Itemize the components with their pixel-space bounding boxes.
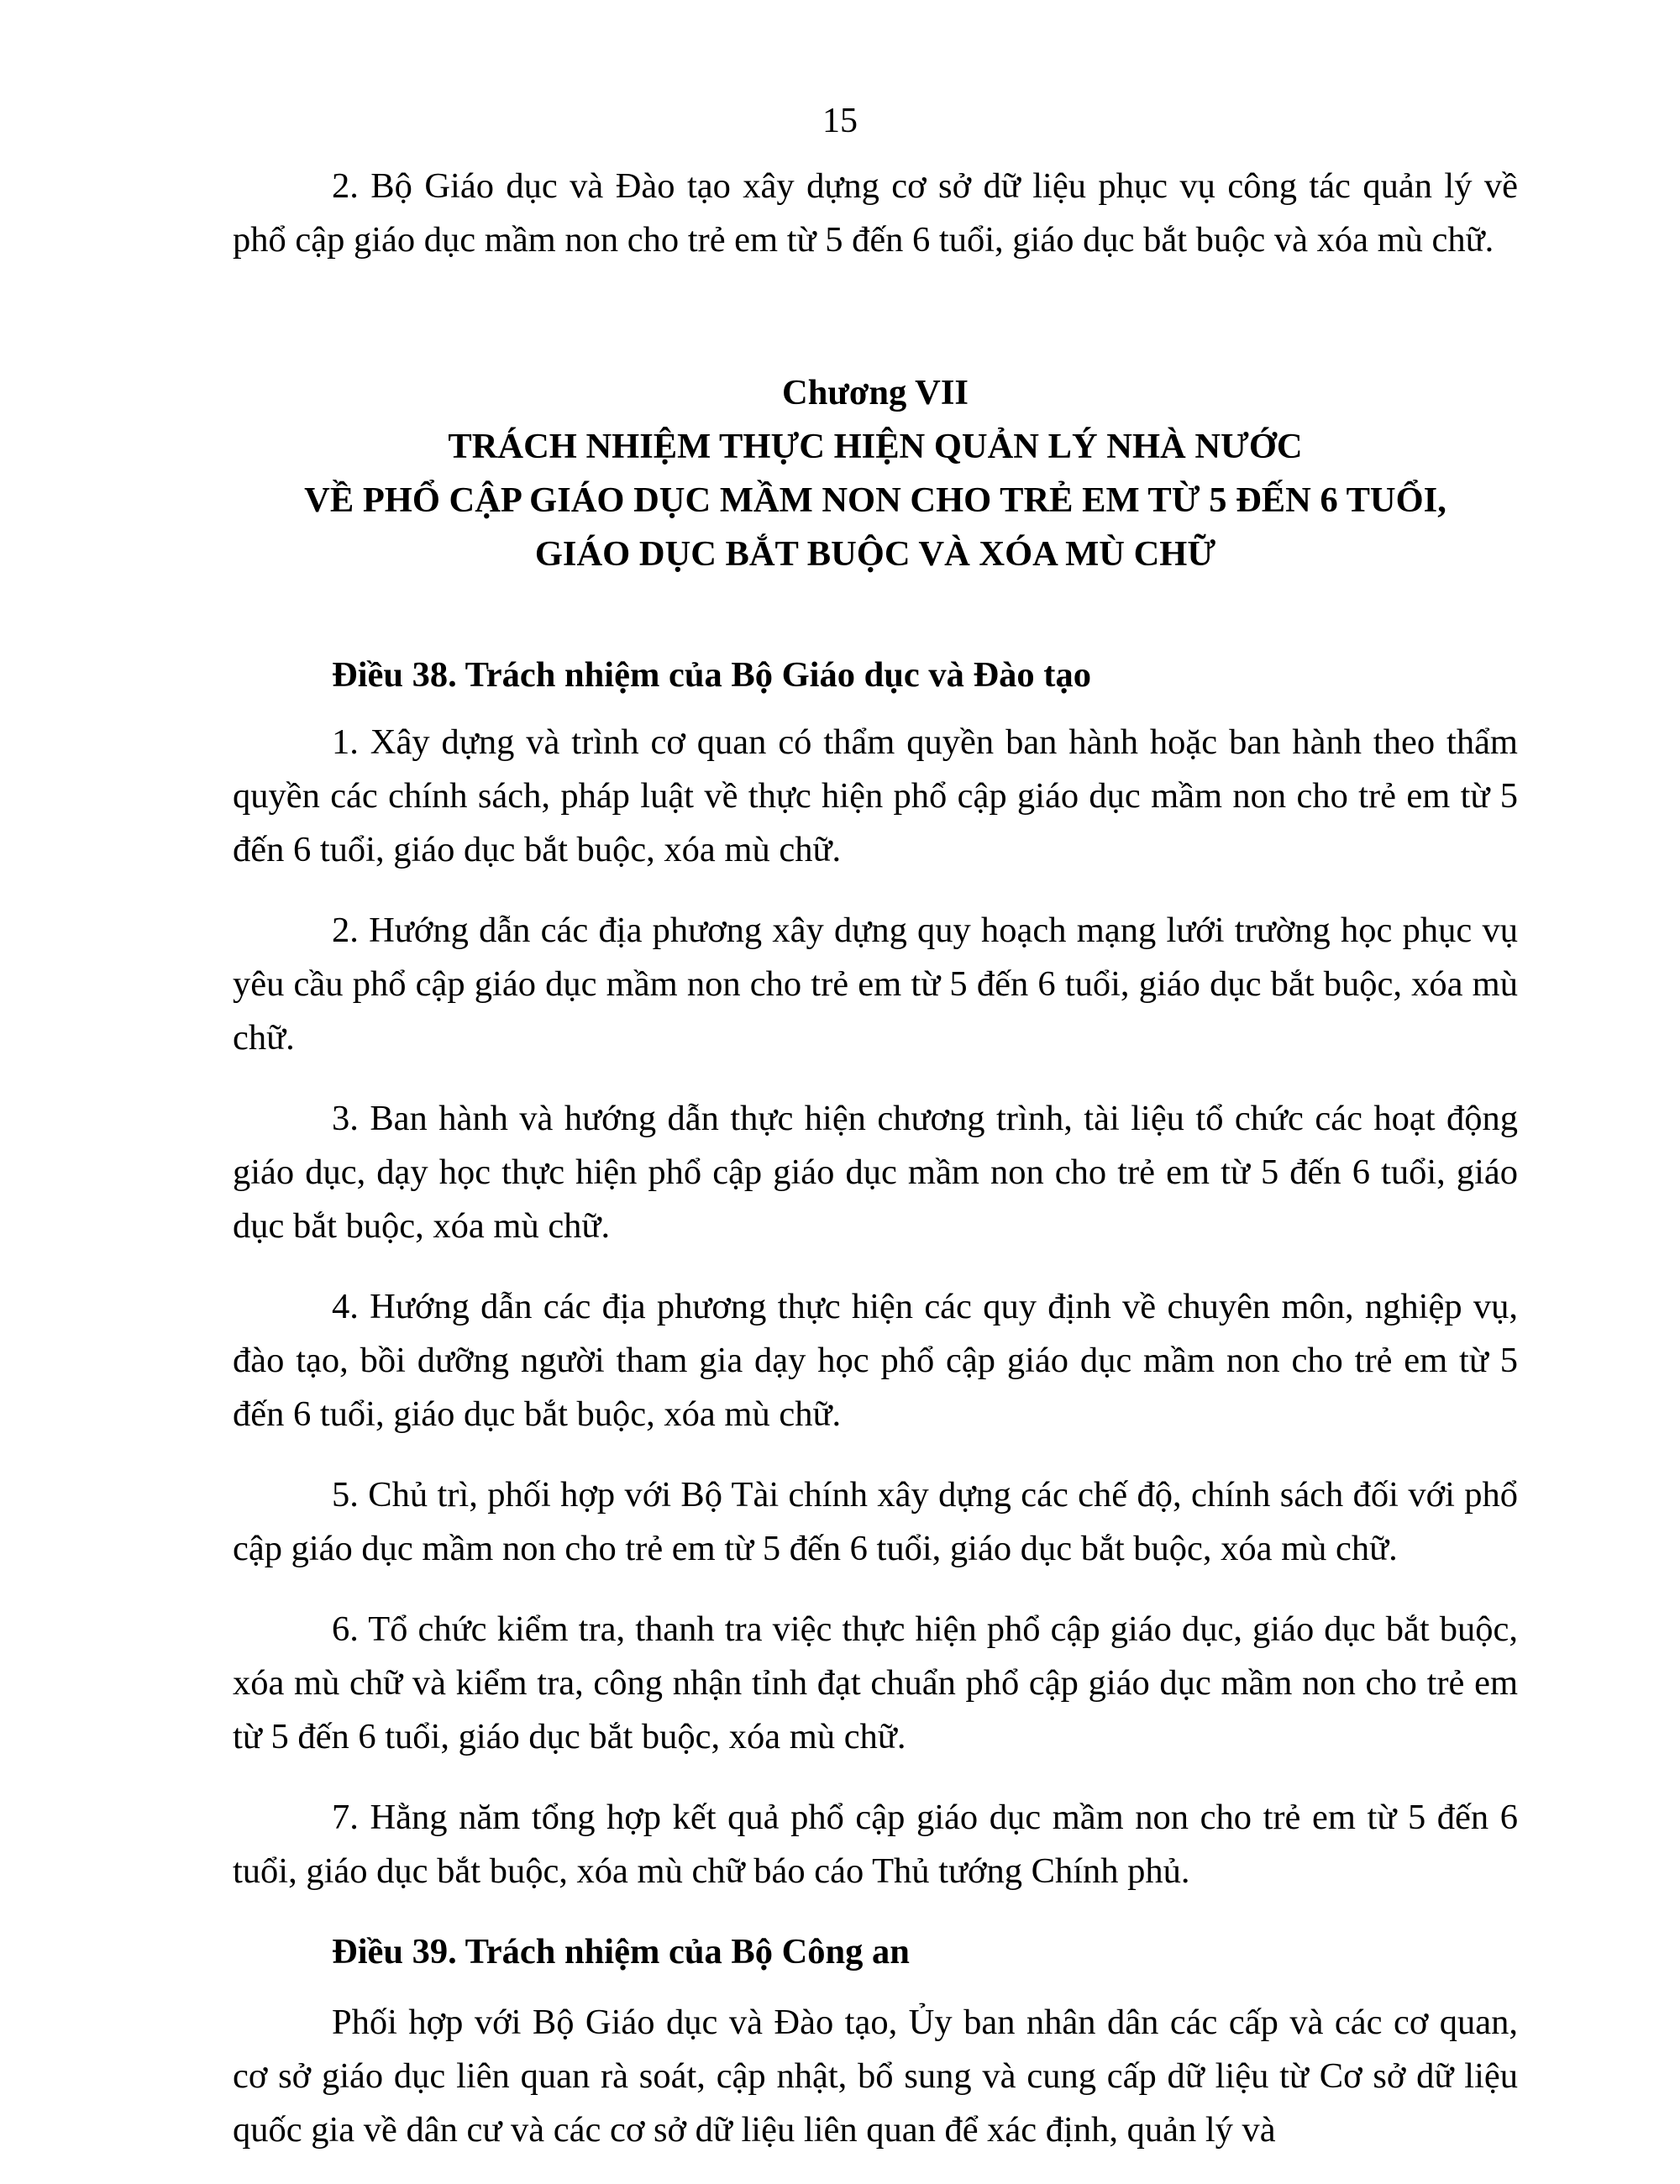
article-clause: 1. Xây dựng và trình cơ quan có thẩm quyền ban hành hoặc ban hành theo thẩm quyền các chính sách, pháp luật về thực hiện phổ cập giáo dục mầm non cho trẻ em từ 5 đến 6 tuổi, giáo dục bắt buộc, xóa mù chữ. (233, 722, 1518, 869)
chapter-label: Chương VII (782, 373, 969, 412)
intro-paragraph: 2. Bộ Giáo dục và Đào tạo xây dựng cơ sở dữ liệu phục vụ công tác quản lý về phổ cập giáo dục mầm non cho trẻ em từ 5 đến 6 tuổi, giáo dục bắt buộc và xóa mù chữ. (233, 166, 1518, 260)
chapter-title-line: VỀ PHỔ CẬP GIÁO DỤC MẦM NON CHO TRẺ EM TỪ 5 ĐẾN 6 TUỔI, (304, 480, 1446, 520)
page-number: 15 (822, 102, 858, 140)
chapter-title-line: GIÁO DỤC BẮT BUỘC VÀ XÓA MÙ CHỮ (534, 534, 1216, 574)
article-heading: Điều 38. Trách nhiệm của Bộ Giáo dục và Đào tạo (332, 655, 1091, 695)
chapter-heading (233, 366, 1518, 581)
article-clause: 3. Ban hành và hướng dẫn thực hiện chương trình, tài liệu tổ chức các hoạt động giáo dục, dạy học thực hiện phổ cập giáo dục mầm non cho trẻ em từ 5 đến 6 tuổi, giáo dục bắt buộc, xóa mù chữ. (233, 1099, 1518, 1246)
article-clause: Phối hợp với Bộ Giáo dục và Đào tạo, Ủy ban nhân dân các cấp và các cơ quan, cơ sở giáo dục liên quan rà soát, cập nhật, bổ sung và cung cấp dữ liệu từ Cơ sở dữ liệu quốc gia về dân cư và các cơ sở dữ liệu liên quan để xác định, quản lý và (233, 2003, 1518, 2150)
article-clause: 2. Hướng dẫn các địa phương xây dựng quy hoạch mạng lưới trường học phục vụ yêu cầu phổ cập giáo dục mầm non cho trẻ em từ 5 đến 6 tuổi, giáo dục bắt buộc, xóa mù chữ. (233, 911, 1518, 1058)
article-clause: 5. Chủ trì, phối hợp với Bộ Tài chính xây dựng các chế độ, chính sách đối với phổ cập giáo dục mầm non cho trẻ em từ 5 đến 6 tuổi, giáo dục bắt buộc, xóa mù chữ. (233, 1475, 1518, 1568)
chapter-title-line: TRÁCH NHIỆM THỰC HIỆN QUẢN LÝ NHÀ NƯỚC (448, 427, 1303, 466)
article-clause: 6. Tổ chức kiểm tra, thanh tra việc thực hiện phổ cập giáo dục, giáo dục bắt buộc, xóa mù chữ và kiểm tra, công nhận tỉnh đạt chuẩn phổ cập giáo dục mầm non cho trẻ em từ 5 đến 6 tuổi, giáo dục bắt buộc, xóa mù chữ. (233, 1609, 1518, 1756)
article-39 (233, 1925, 1518, 2157)
article-clause: 4. Hướng dẫn các địa phương thực hiện các quy định về chuyên môn, nghiệp vụ, đào tạo, bồi dưỡng người tham gia dạy học phổ cập giáo dục mầm non cho trẻ em từ 5 đến 6 tuổi, giáo dục bắt buộc, xóa mù chữ. (233, 1287, 1518, 1434)
article-38 (233, 648, 1518, 1898)
article-heading: Điều 39. Trách nhiệm của Bộ Công an (332, 1932, 910, 1971)
page-content (233, 160, 1518, 2184)
article-clause: 7. Hằng năm tổng hợp kết quả phổ cập giáo dục mầm non cho trẻ em từ 5 đến 6 tuổi, giáo dục bắt buộc, xóa mù chữ báo cáo Thủ tướng Chính phủ. (233, 1798, 1518, 1891)
